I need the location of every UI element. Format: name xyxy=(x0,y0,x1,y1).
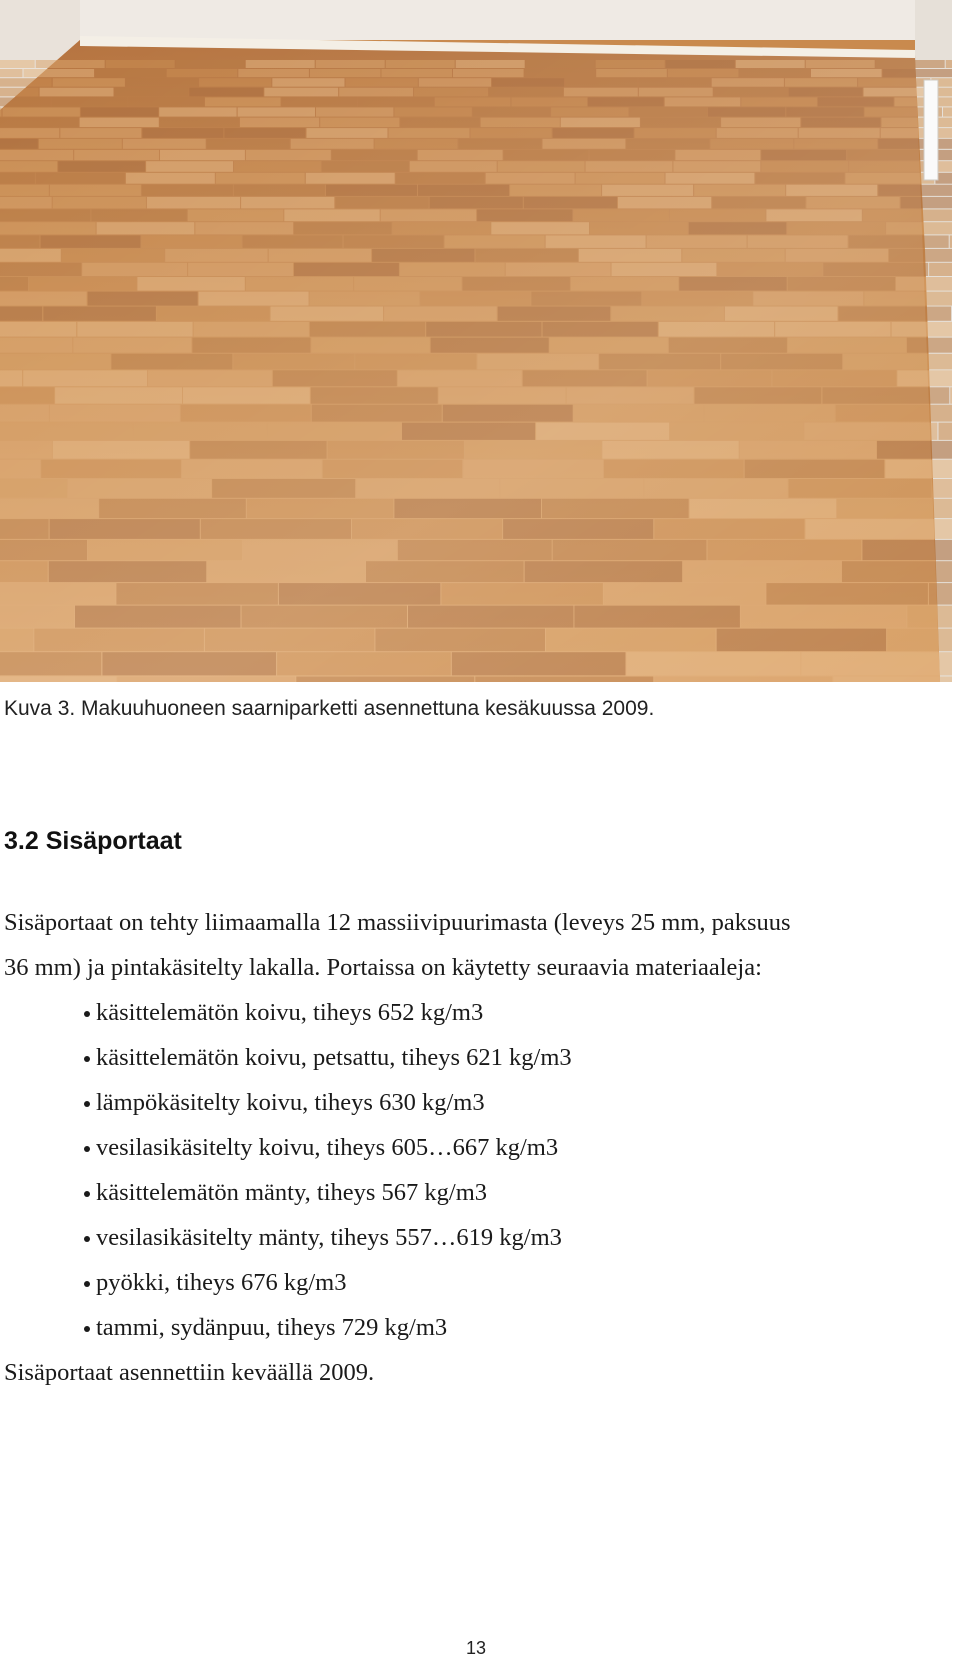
plank xyxy=(939,423,953,440)
plank xyxy=(0,69,23,77)
material-item: vesilasikäsitelty koivu, tiheys 605…667 kg/m3 xyxy=(96,1125,954,1170)
material-item: tammi, sydänpuu, tiheys 729 kg/m3 xyxy=(96,1305,954,1350)
plank xyxy=(950,235,952,248)
plank xyxy=(938,88,952,97)
materials-list xyxy=(4,990,954,1350)
material-item: pyökki, tiheys 676 kg/m3 xyxy=(96,1260,954,1305)
material-item: käsittelemätön koivu, petsattu, tiheys 621 kg/m3 xyxy=(96,1035,954,1080)
closing-sentence: Sisäportaat asennettiin keväällä 2009. xyxy=(4,1359,375,1386)
figure-caption: Kuva 3. Makuuhuoneen saarniparketti asennettuna kesäkuussa 2009. xyxy=(4,697,655,720)
intro-line-2: 36 mm) ja pintakäsitelty lakalla. Portaissa on käytetty seuraavia materiaaleja: xyxy=(4,954,762,981)
plank xyxy=(937,161,952,172)
parquet-floor-photo xyxy=(0,0,952,682)
section-body xyxy=(4,900,954,1395)
material-item: vesilasikäsitelty mänty, tiheys 557…619 kg/m3 xyxy=(96,1215,954,1260)
floor-sheen xyxy=(0,40,940,682)
material-item: käsittelemätön koivu, tiheys 652 kg/m3 xyxy=(96,990,954,1035)
material-item: lämpökäsitelty koivu, tiheys 630 kg/m3 xyxy=(96,1080,954,1125)
page-number: 13 xyxy=(465,1638,487,1658)
material-item: käsittelemätön mänty, tiheys 567 kg/m3 xyxy=(96,1170,954,1215)
plank xyxy=(950,387,952,403)
plank xyxy=(946,60,952,68)
plank xyxy=(929,263,952,276)
plank xyxy=(933,479,952,498)
back-wall xyxy=(0,0,952,40)
section-heading: 3.2 Sisäportaat xyxy=(4,827,182,855)
floor-illustration xyxy=(0,0,952,682)
plank xyxy=(0,60,35,68)
plank xyxy=(943,107,952,116)
wall-heater xyxy=(924,80,938,180)
intro-line-1: Sisäportaat on tehty liimaamalla 12 massiivipuurimasta (leveys 25 mm, paksuus xyxy=(4,909,791,936)
